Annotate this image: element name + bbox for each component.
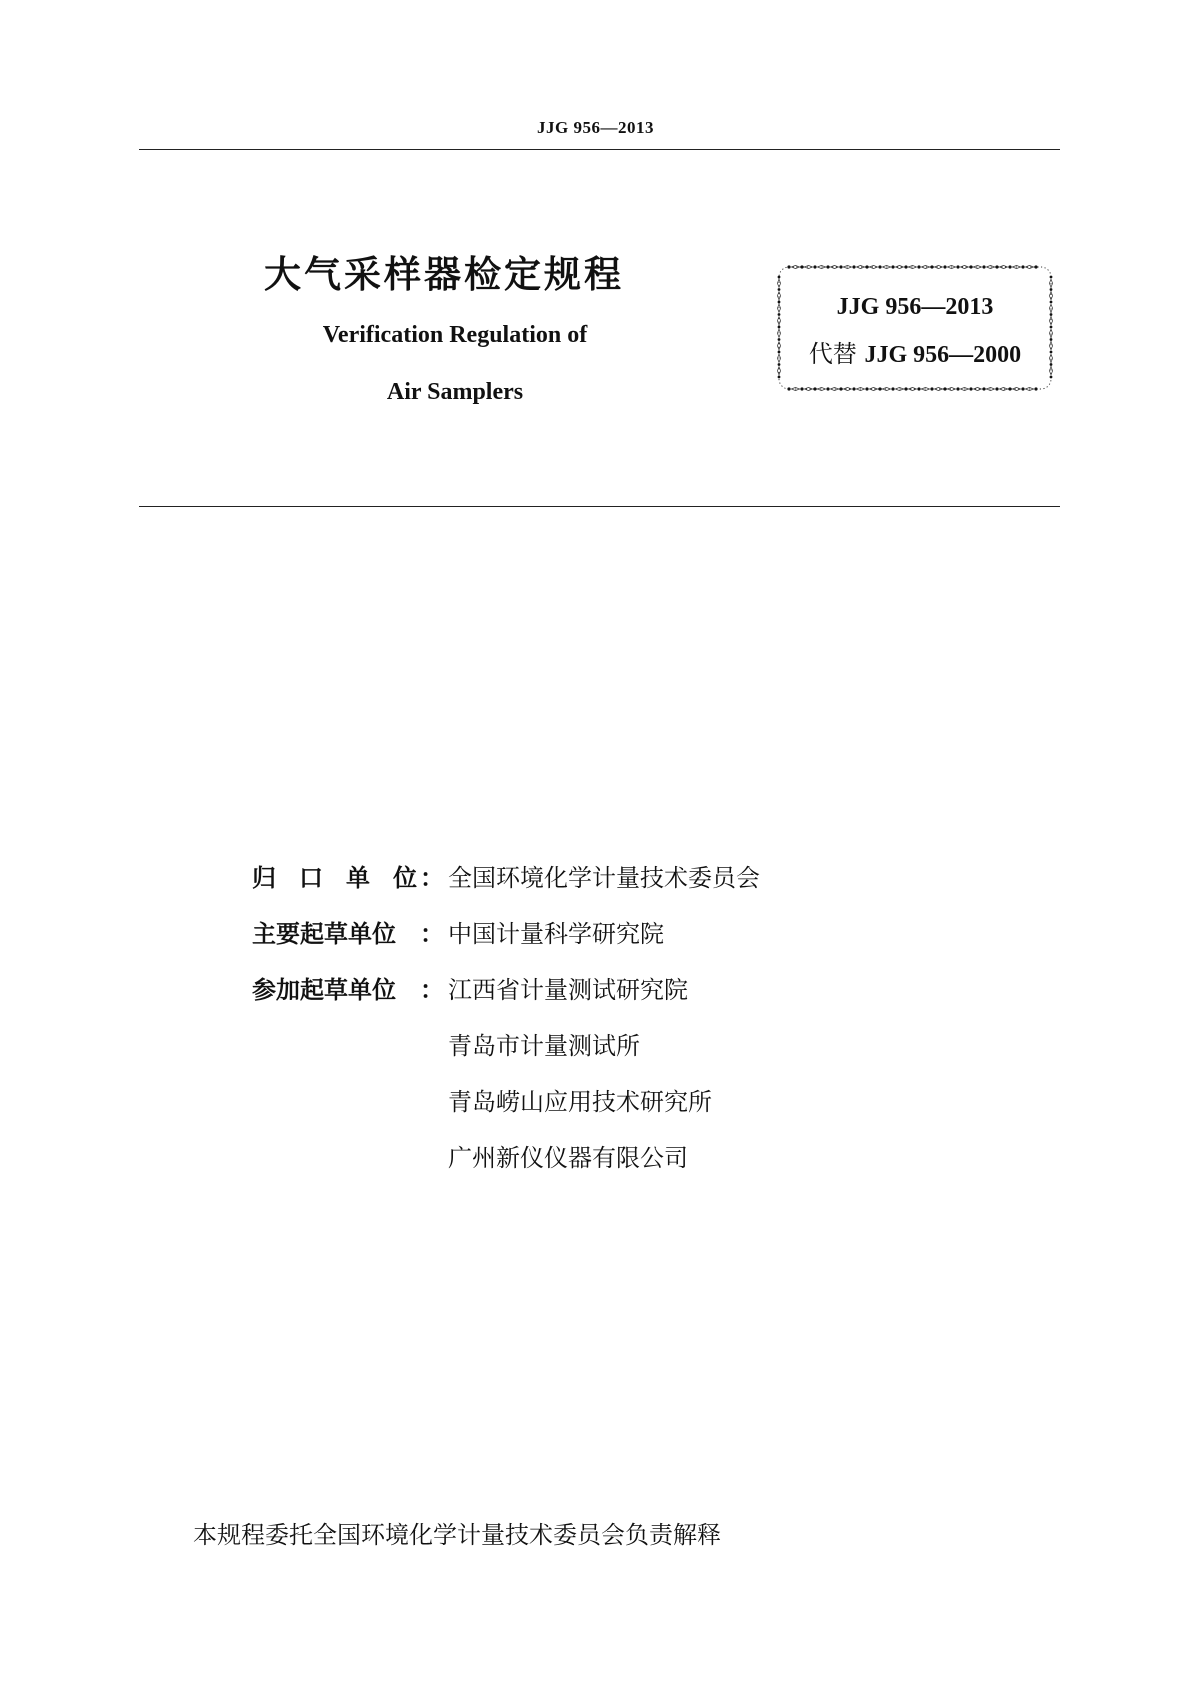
frame-dot [969,387,972,390]
frame-dot [943,387,946,390]
title-section-rule [139,506,1060,507]
frame-lozenge [974,387,982,390]
frame-lozenge [1000,265,1008,268]
frame-dot [995,387,998,390]
frame-dot [839,387,842,390]
participating-unit-4: 广州新仪仪器有限公司 [448,1144,688,1172]
frame-dot [826,265,829,268]
frame-dot [778,326,781,329]
frame-dot [1050,288,1053,291]
participating-unit-2: 青岛市计量测试所 [448,1032,640,1060]
frame-dot [917,387,920,390]
frame-dot [904,387,907,390]
frame-dot [891,265,894,268]
frame-dot [982,387,985,390]
frame-lozenge [805,387,813,390]
replaces-line [776,334,1054,369]
frame-dot [852,265,855,268]
frame-dot [787,265,790,268]
title-chinese: 大气采样器检定规程 [264,253,624,296]
interpretation-note: 本规程委托全国环境化学计量技术委员会负责解释 [193,1521,721,1549]
frame-dot [778,288,781,291]
frame-dot [1050,276,1053,279]
frame-dot [1008,265,1011,268]
frame-lozenge [831,265,839,268]
running-header-code: JJG 956—2013 [537,118,654,137]
participating-unit-3: 青岛崂山应用技术研究所 [448,1088,712,1116]
frame-dot [1050,376,1053,379]
main-drafter-value: 中国计量科学研究院 [448,920,664,948]
frame-dot [930,387,933,390]
responsible-unit-label [252,858,417,893]
frame-dot [917,265,920,268]
frame-dot [891,387,894,390]
frame-dot [778,276,781,279]
frame-dot [1008,387,1011,390]
header-rule [139,149,1060,150]
frame-dot [800,265,803,268]
frame-lozenge [844,387,852,390]
frame-dot [904,265,907,268]
label-char: 归 [252,864,276,892]
replaces-label: 代替 [808,340,857,368]
frame-dot [778,376,781,379]
frame-dot [865,265,868,268]
standard-code-box [776,264,1054,392]
participating-unit-1: 江西省计量测试研究院 [448,976,688,1004]
frame-outline [779,267,1051,389]
frame-dot [865,387,868,390]
standard-code: JJG 956—2013 [836,294,994,320]
frame-dot [1050,326,1053,329]
main-drafter-label: 主要起草单位 [252,920,396,948]
frame-dot [930,265,933,268]
decorative-dotted-frame [776,264,1054,392]
frame-dot [878,265,881,268]
frame-dot [943,265,946,268]
label-char: 单 [346,864,370,892]
frame-dot [1034,387,1037,390]
replaced-standard-code: JJG 956—2000 [864,342,1022,368]
frame-dot [878,387,881,390]
frame-dot [956,265,959,268]
frame-lozenge [961,265,969,268]
frame-dot [969,265,972,268]
frame-dot [1021,387,1024,390]
label-colon: ： [420,864,444,892]
frame-dot [982,265,985,268]
frame-dot [839,265,842,268]
frame-dot [1021,265,1024,268]
label-char: 口 [299,864,323,892]
frame-dot [813,387,816,390]
frame-dot [787,387,790,390]
frame-dot [800,387,803,390]
responsible-unit-value: 全国环境化学计量技术委员会 [448,864,760,892]
frame-dot [813,265,816,268]
title-english-line-2: Air Samplers [386,379,524,405]
title-english-line-1: Verification Regulation of [322,322,588,348]
frame-lozenge [909,387,917,390]
frame-dot [852,387,855,390]
label-colon: ： [420,976,444,1004]
frame-dot [826,387,829,390]
label-char: 位 [393,864,417,892]
label-colon: ： [420,920,444,948]
frame-lozenge [896,265,904,268]
participating-label: 参加起草单位 [252,976,396,1004]
frame-dot [956,387,959,390]
frame-dot [1034,265,1037,268]
frame-dot [995,265,998,268]
